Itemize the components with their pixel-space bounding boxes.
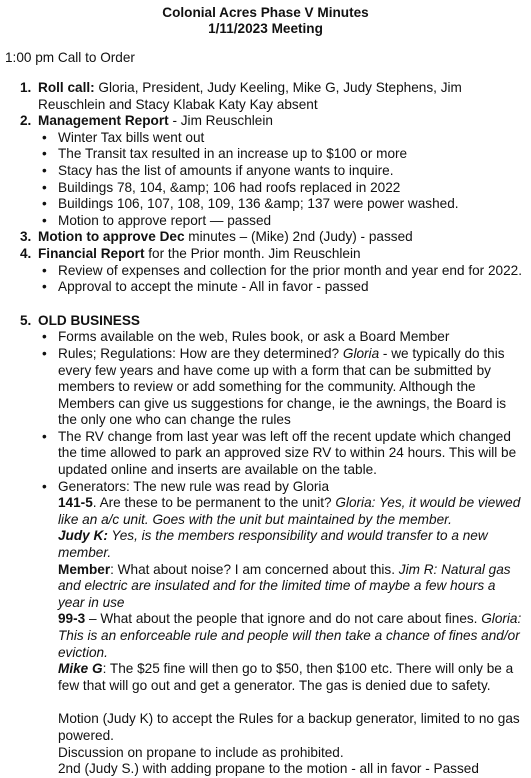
bullet-list (38, 329, 525, 694)
list-item: • Motion to approve report — passed (38, 213, 525, 230)
agenda-list (0, 80, 531, 778)
generators-intro: Generators: The new rule was read by Gloria (58, 478, 329, 494)
unit-141-5-answer: Gloria: Yes, it would be viewed like an a/c unit. Goes with the unit but maintained by the member. (58, 495, 521, 527)
item-number: 1. (20, 80, 32, 95)
item-text: Gloria, President, Judy Keeling, Mike G, Judy Stephens, Jim Reuschlein and Stacy Klabak Katy Kay absent (38, 80, 462, 112)
paragraph-spacer (38, 694, 525, 711)
list-item: • Review of expenses and collection for the prior month and year end for 2022. (38, 263, 525, 280)
mike-g-answer: : The $25 fine will then go to $50, then $100 etc. There will only be a few that will go out and get a generator. The gas is denied due to safety. (58, 661, 514, 693)
item-number: 5. (20, 312, 32, 328)
bullet-list (38, 263, 525, 296)
item-heading: Roll call: (38, 80, 95, 95)
motion-second: 2nd (Judy S.) with adding propane to the motion - all in favor - Passed (58, 761, 479, 777)
motion-generator: Motion (Judy K) to accept the Rules for a backup generator, limited to no gas powered. (58, 711, 520, 743)
speaker-member: Member (58, 561, 111, 577)
item-number: 4. (20, 245, 32, 261)
agenda-item-financial (0, 246, 531, 296)
speaker-gloria: Gloria (342, 345, 380, 361)
item-heading: Financial Report (38, 245, 145, 261)
item-number: 3. (20, 229, 32, 245)
list-item-forms: • Forms available on the web, Rules book, or ask a Board Member (38, 329, 525, 346)
unit-141-5: 141-5 (58, 495, 93, 511)
call-to-order: 1:00 pm Call to Order (5, 50, 135, 65)
unit-99-3-answer: Gloria: This is an enforceable rule and people will then take a chance of fines and/or eviction. (58, 611, 522, 660)
rules-answer: - we typically do this every few years and have come up with a form that can be submitted by members to review or add something for the community. Although the Members can give us suggestions for change, ie the awnings, the Board is the only one who can change the rules (58, 345, 507, 428)
bullet-list (38, 130, 525, 230)
agenda-item-old-business (0, 313, 531, 778)
section-spacer (0, 296, 531, 313)
item-heading: Motion to approve Dec (38, 229, 185, 245)
list-item: • Approval to accept the minute - All in favor - passed (38, 279, 525, 296)
unit-99-3-question: – What about the people that ignore and do not care about fines. (85, 611, 482, 627)
jim-r-answer: Jim R: Natural gas and electric are insulated and for the limited time of maybe a few hours a year in use (58, 561, 511, 610)
unit-141-5-question: . Are these to be permanent to the unit? (92, 495, 336, 511)
rules-question: Rules; Regulations: How are they determined? (58, 345, 343, 361)
list-item: • Stacy has the list of amounts if anyone wants to inquire. (38, 163, 525, 180)
item-heading: Management Report (38, 113, 169, 129)
list-item: • The Transit tax resulted in an increase up to $100 or more (38, 146, 525, 163)
item-text: for the Prior month. Jim Reuschlein (144, 245, 361, 261)
speaker-mike-g: Mike G (58, 661, 103, 677)
item-text: - Jim Reuschlein (168, 113, 273, 129)
judy-k-answer: Yes, is the members responsibility and would transfer to a new member. (58, 528, 488, 561)
list-item-rv: • The RV change from last year was left off the recent update which changed the time allowed to park an approved size RV to within 24 hours. This will be updated online and inserts are available on the table. (38, 429, 525, 479)
list-item-generators (38, 479, 525, 695)
unit-99-3: 99-3 (58, 611, 86, 627)
meeting-date: 1/11/2023 Meeting (208, 21, 323, 36)
item-heading: OLD BUSINESS (38, 312, 140, 328)
agenda-item-roll-call (0, 80, 531, 113)
list-item: • Buildings 78, 104, &amp; 106 had roofs replaced in 2022 (38, 180, 525, 197)
agenda-item-management (0, 113, 531, 229)
list-item-rules (38, 346, 525, 429)
speaker-judy-k: Judy K: (58, 528, 108, 544)
agenda-item-motion-dec (0, 229, 531, 246)
member-question: : What about noise? I am concerned about this. (110, 561, 399, 577)
item-number: 2. (20, 113, 32, 129)
motion-discussion: Discussion on propane to include as prohibited. (58, 744, 344, 760)
document-title: Colonial Acres Phase V Minutes (162, 5, 369, 20)
item-text: minutes – (Mike) 2nd (Judy) - passed (184, 229, 413, 245)
list-item: • Winter Tax bills went out (38, 130, 525, 147)
list-item: • Buildings 106, 107, 108, 109, 136 &amp; 137 were power washed. (38, 196, 525, 213)
